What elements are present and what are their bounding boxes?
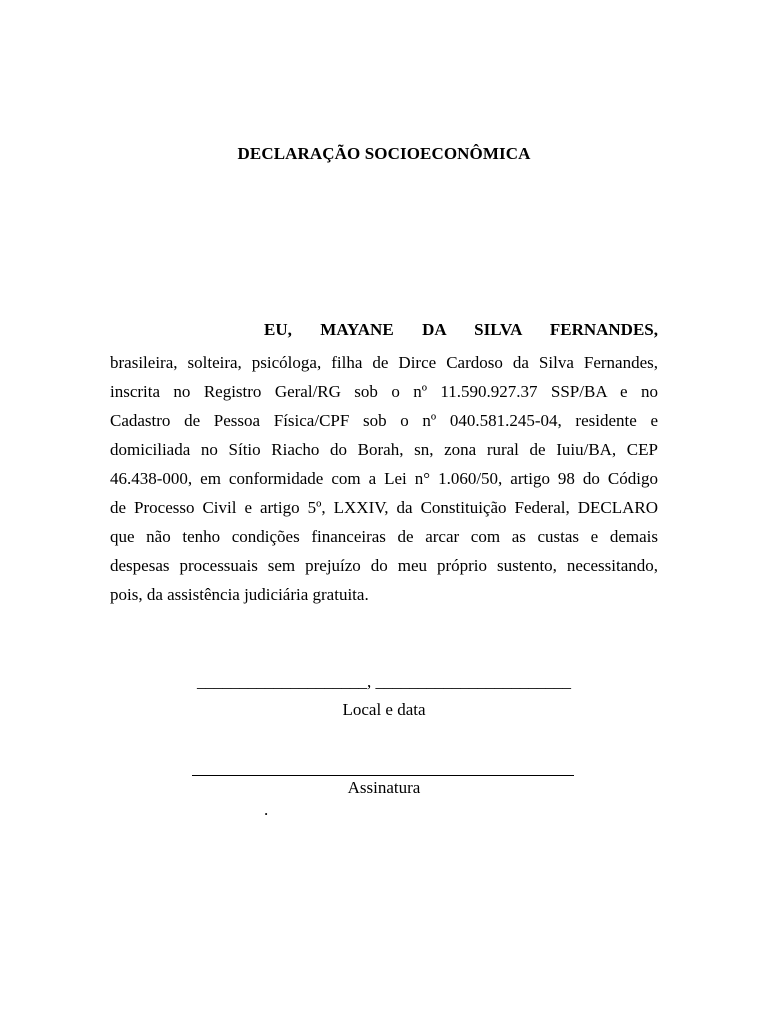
body-line: domiciliada no Sítio Riacho do Borah, sn, zona rural de Iuiu/BA, CEP: [110, 440, 658, 459]
local-date-label: Local e data: [342, 700, 426, 719]
body-line: 46.438-000, em conformidade com a Lei n° 1.060/50, artigo 98 do Código: [110, 469, 658, 488]
body-line: brasileira, solteira, psicóloga, filha de Dirce Cardoso da Silva Fernandes,: [110, 353, 658, 372]
body-line: que não tenho condições financeiras de arcar com as custas e demais: [110, 527, 658, 546]
body-line: de Processo Civil e artigo 5º, LXXIV, da Constituição Federal, DECLARO: [110, 498, 658, 517]
body-line: inscrita no Registro Geral/RG sob o nº 11.590.927.37 SSP/BA e no: [110, 382, 658, 401]
signature-label: Assinatura: [347, 778, 421, 797]
body-line: Cadastro de Pessoa Física/CPF sob o nº 040.581.245-04, residente e: [110, 411, 658, 430]
signature-line: [192, 775, 574, 776]
declaration-body: [110, 348, 658, 609]
body-line: despesas processuais sem prejuízo do meu próprio sustento, necessitando,: [110, 556, 658, 575]
declarant-name: EU, MAYANE DA SILVA FERNANDES,: [264, 320, 658, 339]
stray-mark: .: [264, 800, 269, 819]
document-title: DECLARAÇÃO SOCIOECONÔMICA: [237, 144, 531, 163]
local-date-blank: ____________________, _______________________: [197, 672, 571, 691]
body-line: pois, da assistência judiciária gratuita.: [110, 585, 369, 604]
